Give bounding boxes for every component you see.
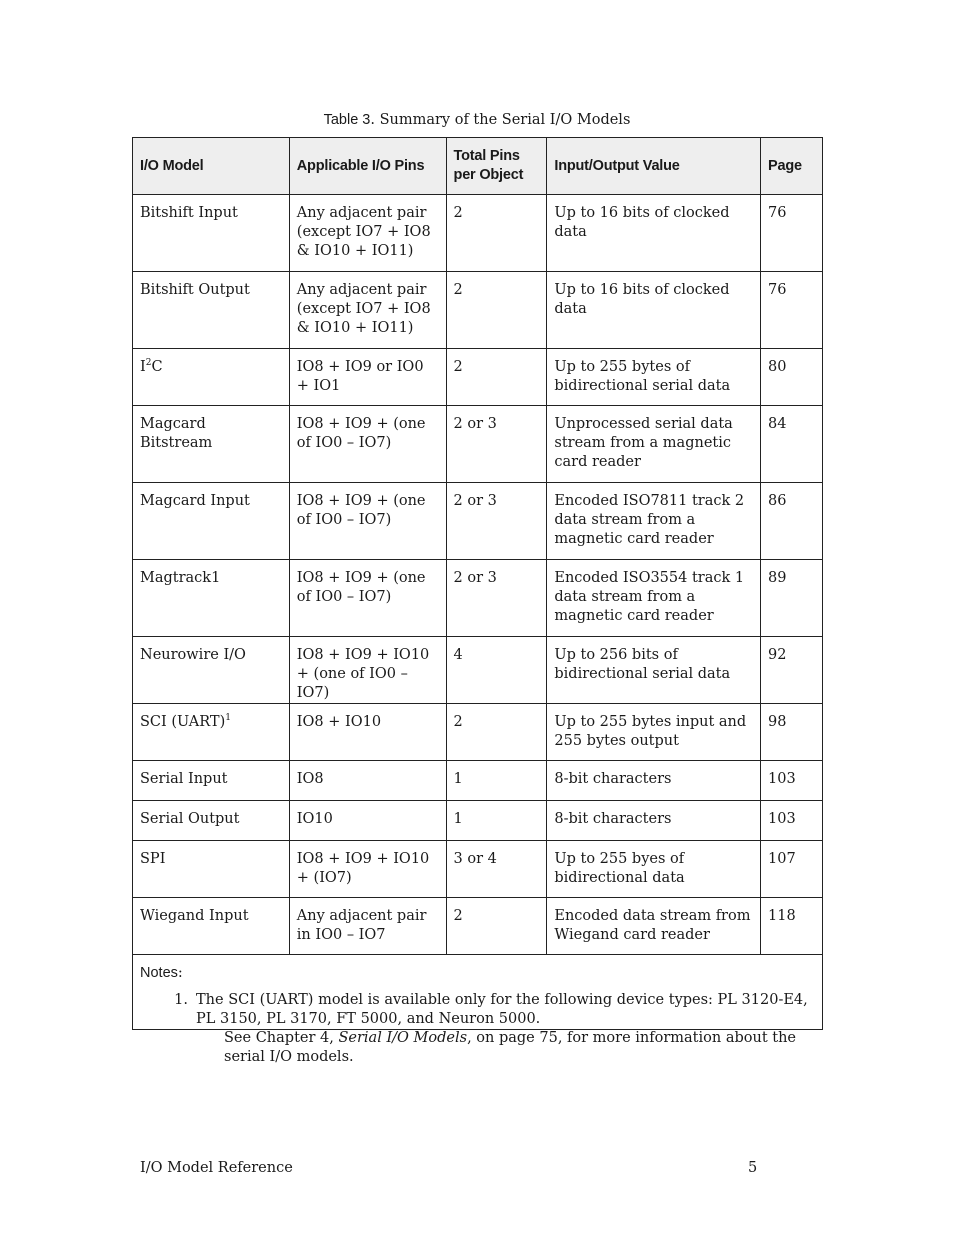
cell-page: 103 xyxy=(761,761,823,801)
table-row xyxy=(133,195,823,272)
cell-page: 92 xyxy=(761,637,823,704)
cell-page: 103 xyxy=(761,801,823,841)
cell-model: Magcard Bitstream xyxy=(133,406,290,483)
table-caption-label: Table 3 xyxy=(323,112,371,128)
cell-page: 89 xyxy=(761,560,823,637)
cell-model xyxy=(133,704,290,761)
cell-page: 76 xyxy=(761,195,823,272)
table-row xyxy=(133,898,823,955)
table-caption-text: . Summary of the Serial I/O Models xyxy=(370,112,631,128)
table-row xyxy=(133,801,823,841)
header-total-pins: Total Pins per Object xyxy=(446,138,547,195)
table-row xyxy=(133,483,823,560)
cell-value: Up to 255 bytes of bidirectional serial data xyxy=(547,349,761,406)
cell-pins: IO8 + IO9 + (one of IO0 – IO7) xyxy=(289,406,446,483)
model-text-suffix: C xyxy=(151,359,163,375)
cell-total: 1 xyxy=(446,761,547,801)
table-row xyxy=(133,272,823,349)
cell-model: Serial Input xyxy=(133,761,290,801)
cell-page: 98 xyxy=(761,704,823,761)
cell-pins: IO8 xyxy=(289,761,446,801)
see-more-paragraph xyxy=(224,1029,804,1067)
cell-model: Magtrack1 xyxy=(133,560,290,637)
note-number: 1. xyxy=(174,992,188,1008)
footnote-marker: 1 xyxy=(225,713,231,724)
see-more-prefix: See Chapter 4, xyxy=(224,1030,339,1046)
cell-pins: IO10 xyxy=(289,801,446,841)
cell-pins: IO8 + IO9 or IO0 + IO1 xyxy=(289,349,446,406)
table-row xyxy=(133,841,823,898)
cell-pins: IO8 + IO9 + IO10 + (IO7) xyxy=(289,841,446,898)
serial-io-models-table xyxy=(132,137,823,1030)
note-item xyxy=(140,991,815,1029)
notes-list xyxy=(140,991,815,1029)
footer-page-number: 5 xyxy=(748,1160,758,1176)
cell-pins: IO8 + IO9 + (one of IO0 – IO7) xyxy=(289,483,446,560)
cell-value: Up to 16 bits of clocked data xyxy=(547,272,761,349)
table-caption xyxy=(0,112,954,128)
cell-model: Bitshift Input xyxy=(133,195,290,272)
cell-model: Bitshift Output xyxy=(133,272,290,349)
cell-total: 3 or 4 xyxy=(446,841,547,898)
cell-total: 2 xyxy=(446,704,547,761)
cell-pins: Any adjacent pair in IO0 – IO7 xyxy=(289,898,446,955)
cell-pins: Any adjacent pair (except IO7 + IO8 & IO10 + IO11) xyxy=(289,195,446,272)
cell-page: 80 xyxy=(761,349,823,406)
cell-total: 2 xyxy=(446,195,547,272)
cell-model: Magcard Input xyxy=(133,483,290,560)
table-row xyxy=(133,406,823,483)
cell-page: 107 xyxy=(761,841,823,898)
chapter-reference-link[interactable]: Serial I/O Models xyxy=(338,1030,468,1046)
cell-page: 118 xyxy=(761,898,823,955)
cell-value: Unprocessed serial data stream from a magnetic card reader xyxy=(547,406,761,483)
footer-document-title: I/O Model Reference xyxy=(140,1160,293,1176)
table-row xyxy=(133,704,823,761)
table-row xyxy=(133,349,823,406)
cell-model xyxy=(133,349,290,406)
cell-pins: IO8 + IO10 xyxy=(289,704,446,761)
cell-page: 76 xyxy=(761,272,823,349)
cell-value: 8-bit characters xyxy=(547,761,761,801)
cell-model: Serial Output xyxy=(133,801,290,841)
cell-value: Up to 16 bits of clocked data xyxy=(547,195,761,272)
cell-value: Encoded ISO7811 track 2 data stream from a magnetic card reader xyxy=(547,483,761,560)
see-more-suffix: , on page 75, for more information about the serial I/O models. xyxy=(224,1030,796,1065)
cell-model: SPI xyxy=(133,841,290,898)
header-page: Page xyxy=(761,138,823,195)
model-text: I xyxy=(140,359,146,375)
cell-value: Up to 256 bits of bidirectional serial data xyxy=(547,637,761,704)
notes-colon: : xyxy=(177,965,183,981)
header-applicable-pins: Applicable I/O Pins xyxy=(289,138,446,195)
model-text: SCI (UART) xyxy=(140,714,226,730)
cell-total: 2 xyxy=(446,272,547,349)
cell-total: 4 xyxy=(446,637,547,704)
notes-heading xyxy=(140,964,815,983)
cell-value: 8-bit characters xyxy=(547,801,761,841)
table-row xyxy=(133,637,823,704)
note-text: The SCI (UART) model is available only for the following device types: PL 3120-E4, PL 3150, PL 3170, FT 5000, and Neuron 5000. xyxy=(196,992,808,1027)
header-io-value: Input/Output Value xyxy=(547,138,761,195)
model-superscript: 2 xyxy=(145,358,152,369)
cell-total: 1 xyxy=(446,801,547,841)
cell-total: 2 xyxy=(446,898,547,955)
cell-page: 84 xyxy=(761,406,823,483)
cell-pins: Any adjacent pair (except IO7 + IO8 & IO10 + IO11) xyxy=(289,272,446,349)
header-io-model: I/O Model xyxy=(133,138,290,195)
cell-model: Neurowire I/O xyxy=(133,637,290,704)
table-row xyxy=(133,761,823,801)
notes-title: Notes xyxy=(140,965,178,981)
table-header-row xyxy=(133,138,823,195)
cell-page: 86 xyxy=(761,483,823,560)
table-row xyxy=(133,560,823,637)
cell-value: Encoded ISO3554 track 1 data stream from a magnetic card reader xyxy=(547,560,761,637)
cell-value: Encoded data stream from Wiegand card reader xyxy=(547,898,761,955)
cell-pins: IO8 + IO9 + IO10 + (one of IO0 – IO7) xyxy=(289,637,446,704)
cell-total: 2 xyxy=(446,349,547,406)
cell-total: 2 or 3 xyxy=(446,483,547,560)
notes-cell xyxy=(133,955,823,1030)
cell-pins: IO8 + IO9 + (one of IO0 – IO7) xyxy=(289,560,446,637)
cell-total: 2 or 3 xyxy=(446,406,547,483)
notes-row xyxy=(133,955,823,1030)
cell-total: 2 or 3 xyxy=(446,560,547,637)
cell-value: Up to 255 byes of bidirectional data xyxy=(547,841,761,898)
cell-value: Up to 255 bytes input and 255 bytes output xyxy=(547,704,761,761)
cell-model: Wiegand Input xyxy=(133,898,290,955)
